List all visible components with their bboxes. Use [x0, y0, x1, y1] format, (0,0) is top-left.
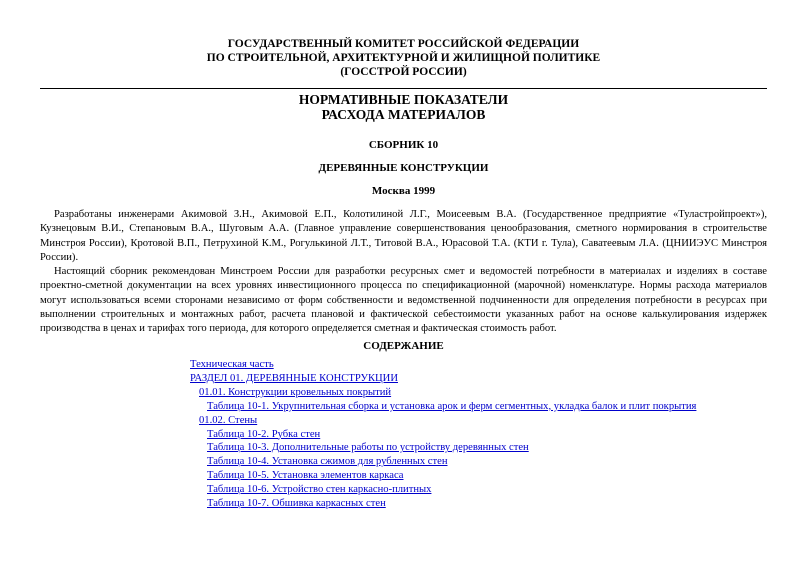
toc-link-table-10-4[interactable]: Таблица 10-4. Установка сжимов для рубленных стен	[207, 456, 448, 468]
toc-link-technical-part[interactable]: Техническая часть	[190, 359, 274, 370]
header-divider	[40, 88, 767, 89]
purpose-paragraph: Настоящий сборник рекомендован Минстроем России для разработки ресурсных смет и ведомостей потребности в материалах и изделиях в составе проектно-сметной документации на всех уровнях инвестиционного процесса по спецификационной (марочной) номенклатуре. Нормы расхода материалов могут использоваться всеми сторонами независимо от форм собственности и ведомственной подчиненности для определения потребности в ресурсах при выполнении строительных и монтажных работ, расчета плановой и фактической себестоимости указанных работ на основе калькулирования издержек производства в ценах и тарифах того периода, для которого определяется сметная и фактическая стоимость работ.	[40, 266, 767, 335]
issuer-header	[40, 37, 767, 79]
toc-link-table-10-7[interactable]: Таблица 10-7. Обшивка каркасных стен	[207, 498, 386, 510]
document-title-line-1: НОРМАТИВНЫЕ ПОКАЗАТЕЛИ	[298, 92, 509, 107]
collection-number: СБОРНИК 10	[368, 139, 439, 151]
toc-link-table-10-2[interactable]: Таблица 10-2. Рубка стен	[207, 428, 321, 440]
toc-link-table-10-3[interactable]: Таблица 10-3. Дополнительные работы по устройству деревянных стен	[207, 442, 529, 454]
toc-link-section-01[interactable]: РАЗДЕЛ 01. ДЕРЕВЯННЫЕ КОНСТРУКЦИИ	[190, 372, 398, 384]
table-of-contents	[190, 358, 697, 511]
toc-heading: СОДЕРЖАНИЕ	[363, 340, 444, 352]
toc-link-01-02[interactable]: 01.02. Стены	[199, 414, 258, 426]
issuer-line-3: (ГОССТРОЙ РОССИИ)	[340, 66, 467, 78]
place-and-year: Москва 1999	[371, 185, 436, 197]
issuer-line-2: ПО СТРОИТЕЛЬНОЙ, АРХИТЕКТУРНОЙ И ЖИЛИЩНОЙ ПОЛИТИКЕ	[206, 52, 601, 64]
toc-link-table-10-1[interactable]: Таблица 10-1. Укрупнительная сборка и установка арок и ферм сегментных, укладка балок и плит покрытия	[207, 400, 697, 412]
issuer-line-1: ГОСУДАРСТВЕННЫЙ КОМИТЕТ РОССИЙСКОЙ ФЕДЕРАЦИИ	[227, 38, 580, 50]
document-body	[40, 208, 767, 337]
toc-link-table-10-6[interactable]: Таблица 10-6. Устройство стен каркасно-плитных	[207, 484, 432, 496]
document-title	[40, 92, 767, 122]
toc-link-01-01[interactable]: 01.01. Конструкции кровельных покрытий	[199, 386, 392, 398]
document-title-line-2: РАСХОДА МАТЕРИАЛОВ	[321, 107, 486, 122]
developers-paragraph: Разработаны инженерами Акимовой З.Н., Акимовой Е.П., Колотилиной Л.Г., Моисеевым В.А. (Государственное предприятие «Туластройпроект»), Кузнецовым В.И., Степановым В.А., Шуговым А.А. (Главное управление совершенствования ценообразования, сметного нормирования в строительстве Минстроя России), Кротовой В.П., Петрухиной К.М., Рогулькиной Л.Т., Титовой В.А., Юрасовой Т.А. (КТИ г. Тула), Саватеевым Л.А. (ЦНИИЭУС Минстроя России).	[40, 209, 767, 263]
toc-link-table-10-5[interactable]: Таблица 10-5. Установка элементов каркаса	[207, 470, 404, 482]
collection-subject: ДЕРЕВЯННЫЕ КОНСТРУКЦИИ	[318, 162, 489, 174]
